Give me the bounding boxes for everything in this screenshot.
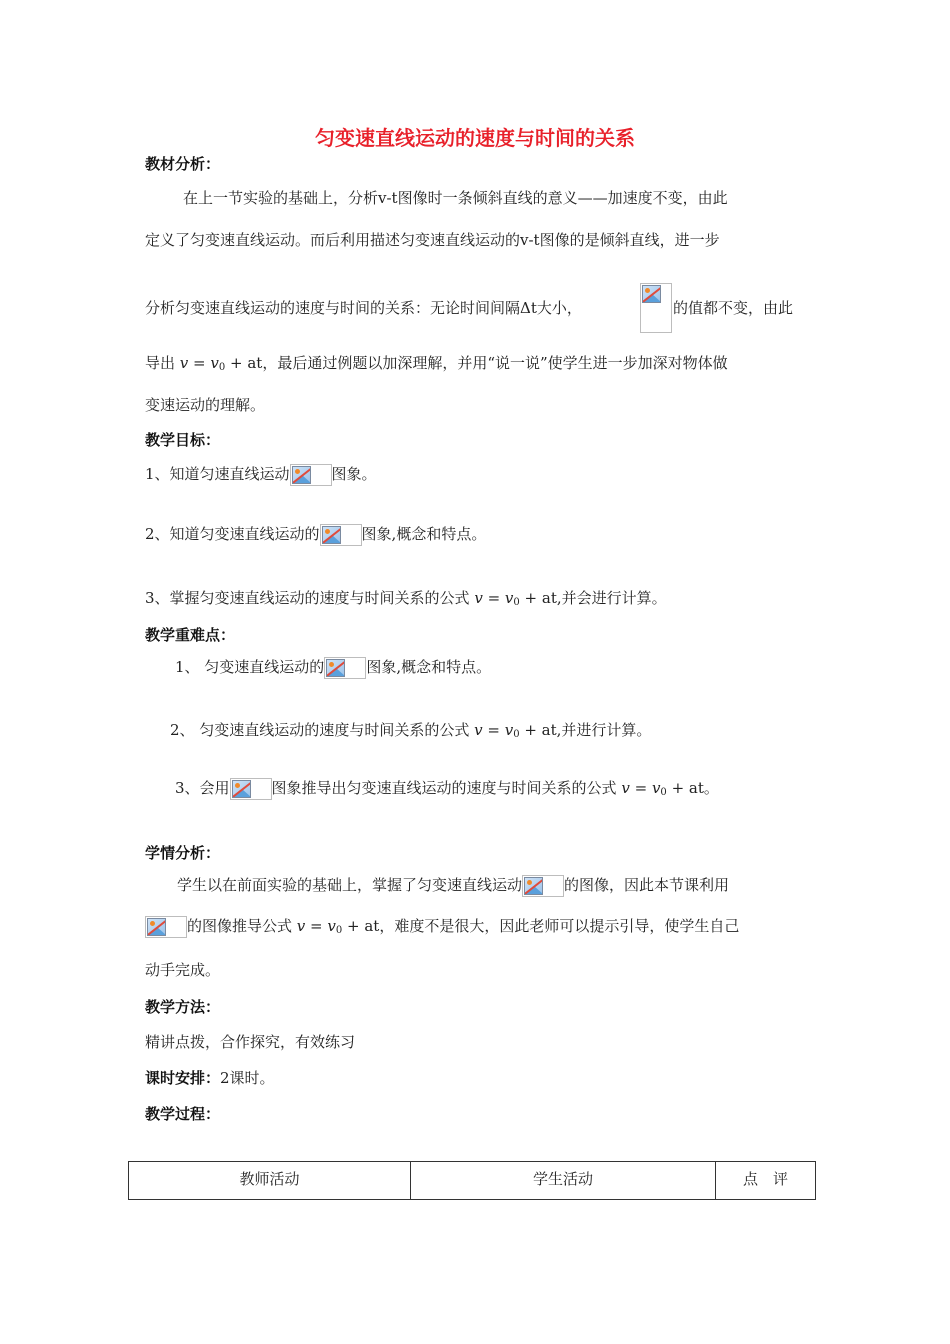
formula-v0: v	[504, 721, 514, 739]
formula-v0: v	[504, 589, 514, 607]
formula-v0: v	[210, 354, 219, 372]
goal-2	[145, 523, 486, 546]
materials-line-3-text-a: 分析匀变速直线运动的速度与时间的关系：无论时间间隔Δt大小，	[145, 299, 582, 317]
formula-sub0: 0	[513, 597, 520, 608]
materials-line-3	[145, 297, 582, 319]
keypoint-2-text-a: 2、 匀变速直线运动的速度与时间关系的公式	[170, 721, 470, 739]
formula-v: v	[474, 721, 483, 739]
keypoint-3	[175, 777, 719, 804]
keypoint-3-text-b: 图象推导出匀变速直线运动的速度与时间关系的公式	[271, 779, 617, 797]
keypoint-3-text-a: 3、会用	[175, 779, 230, 797]
formula-v: v	[621, 779, 630, 797]
formula-v0: v	[651, 779, 661, 797]
image-placeholder-icon	[324, 657, 366, 679]
keypoint-1	[175, 656, 491, 679]
formula-sub0: 0	[513, 729, 520, 740]
formula-rest: + at	[666, 779, 704, 797]
formula-rest: + at	[519, 721, 557, 739]
document-title: 匀变速直线运动的速度与时间的关系	[315, 126, 635, 150]
table-header-teacher: 教师活动	[129, 1162, 411, 1200]
image-placeholder-icon	[320, 524, 362, 546]
keypoints-heading: 教学重难点：	[145, 626, 236, 644]
formula-eq: =	[188, 354, 211, 372]
formula-rest: + at	[342, 917, 380, 935]
students-line-1	[177, 874, 729, 897]
image-placeholder-icon	[145, 916, 187, 938]
goal-1-text-a: 1、知道匀速直线运动	[145, 465, 290, 483]
students-heading: 学情分析：	[145, 844, 221, 862]
students-line-1-text-a: 学生以在前面实验的基础上，掌握了匀变速直线运动	[177, 876, 523, 894]
schedule-text: 2课时。	[220, 1069, 275, 1087]
students-line-3: 动手完成。	[145, 961, 221, 979]
image-placeholder-icon	[640, 283, 672, 333]
schedule	[145, 1067, 275, 1089]
formula-v0: v	[327, 917, 336, 935]
goal-2-text-a: 2、知道匀变速直线运动的	[145, 525, 320, 543]
formula-v: v	[296, 917, 306, 935]
goal-3	[145, 587, 667, 614]
process-heading: 教学过程：	[145, 1105, 221, 1123]
formula-rest: + at	[519, 589, 557, 607]
schedule-heading: 课时安排：	[145, 1069, 221, 1087]
formula-rest: + at	[225, 354, 263, 372]
image-placeholder-icon	[290, 464, 332, 486]
formula-v: v	[179, 354, 189, 372]
formula-v: v	[474, 589, 483, 607]
formula-eq: =	[305, 917, 328, 935]
students-line-2	[145, 915, 739, 942]
materials-line-1: 在上一节实验的基础上，分析v-t图像时一条倾斜直线的意义——加速度不变，由此	[183, 189, 728, 207]
formula-sub0: 0	[660, 787, 667, 798]
formula-eq: =	[482, 721, 505, 739]
methods-text: 精讲点拨，合作探究，有效练习	[145, 1033, 356, 1051]
materials-line-5: 变速运动的理解。	[145, 396, 266, 414]
keypoint-1-text-b: 图象,概念和特点。	[366, 658, 492, 676]
materials-line-4-text-b: ，最后通过例题以加深理解，并用“说一说”使学生进一步加深对物体做	[262, 354, 728, 372]
keypoint-2	[170, 719, 651, 746]
goal-3-text-a: 3、掌握匀变速直线运动的速度与时间关系的公式	[145, 589, 470, 607]
goal-1-text-b: 图象。	[331, 465, 377, 483]
materials-line-3-text-b: 的值都不变，由此	[673, 299, 794, 317]
formula-eq: =	[629, 779, 652, 797]
materials-heading: 教材分析：	[145, 155, 221, 173]
table-header-student: 学生活动	[411, 1162, 716, 1200]
formula-eq: =	[482, 589, 505, 607]
process-table	[128, 1161, 816, 1200]
materials-line-4-text-a: 导出	[145, 354, 176, 372]
keypoint-1-text-a: 1、 匀变速直线运动的	[175, 658, 325, 676]
formula-sub0: 0	[335, 925, 343, 936]
materials-line-2: 定义了匀变速直线运动。而后利用描述匀变速直线运动的v-t图像的是倾斜直线，进一步	[145, 231, 720, 249]
table-row	[129, 1162, 816, 1200]
image-placeholder-icon	[522, 875, 564, 897]
goal-3-text-b: ,并会进行计算。	[556, 589, 667, 607]
students-line-2-text-b: ，难度不是很大，因此老师可以提示引导，使学生自己	[379, 917, 740, 935]
goal-2-text-b: 图象,概念和特点。	[361, 525, 487, 543]
goal-1	[145, 463, 377, 486]
table-header-comment: 点 评	[716, 1162, 816, 1200]
keypoint-3-text-c: 。	[703, 779, 719, 797]
students-line-1-text-b: 的图像，因此本节课利用	[564, 876, 730, 894]
materials-line-4	[145, 352, 728, 379]
image-placeholder-icon	[230, 778, 272, 800]
keypoint-2-text-b: ,并进行计算。	[556, 721, 652, 739]
methods-heading: 教学方法：	[145, 998, 221, 1016]
goals-heading: 教学目标：	[145, 431, 221, 449]
formula-sub0: 0	[218, 362, 226, 373]
students-line-2-text-a: 的图像推导公式	[187, 917, 293, 935]
